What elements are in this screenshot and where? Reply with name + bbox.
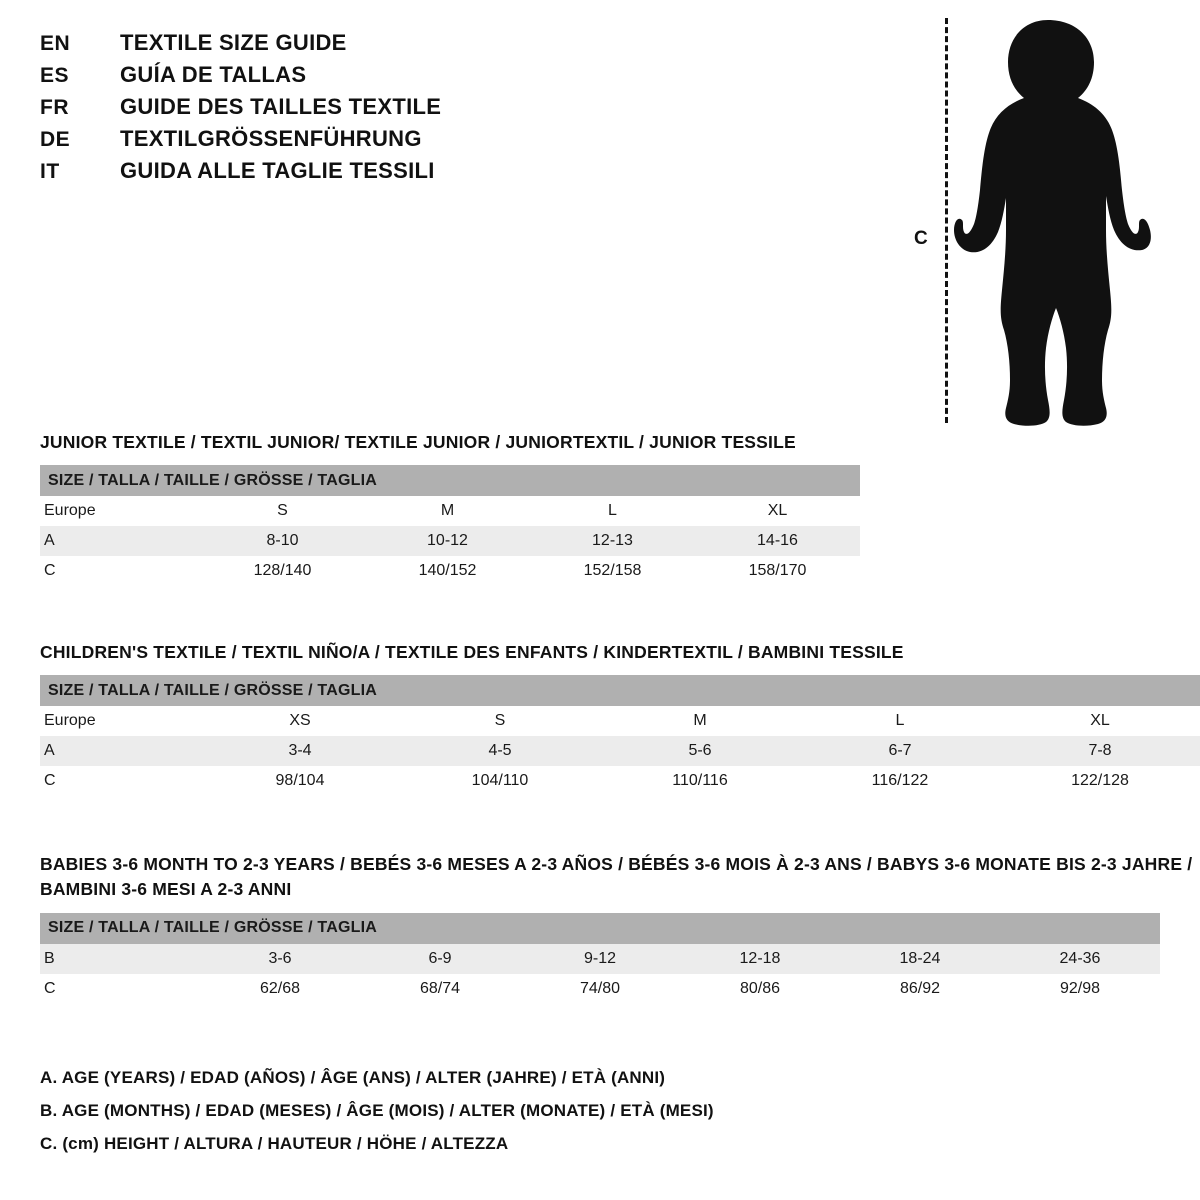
cell: 14-16 (695, 526, 860, 556)
cell: 3-4 (200, 736, 400, 766)
section-title: BABIES 3-6 MONTH TO 2-3 YEARS / BEBÉS 3-6 MESES A 2-3 AÑOS / BÉBÉS 3-6 MOIS À 2-3 ANS / BABYS 3-6 MONATE BIS 2-3 JAHRE / BAMBINI 3-6 MESI A 2-3 ANNI (40, 854, 1193, 900)
cell: 9-12 (520, 944, 680, 974)
cell: 158/170 (695, 556, 860, 586)
language-code: IT (40, 160, 60, 183)
table-row (40, 526, 860, 556)
section-title: CHILDREN'S TEXTILE / TEXTIL NIÑO/A / TEXTILE DES ENFANTS / KINDERTEXTIL / BAMBINI TESSILE (40, 642, 904, 662)
cell: 140/152 (365, 556, 530, 586)
cell: 7-8 (1000, 736, 1200, 766)
row-label: B (40, 944, 200, 974)
cell: 6-9 (360, 944, 520, 974)
child-silhouette-icon (952, 18, 1152, 430)
row-label: C (40, 766, 200, 796)
cell: 86/92 (840, 974, 1000, 1004)
language-title: TEXTILGRÖSSENFÜHRUNG (120, 126, 422, 151)
cell: S (200, 496, 365, 526)
language-row (40, 126, 660, 152)
table-row (40, 766, 1200, 796)
legend-line-c: C. (cm) HEIGHT / ALTURA / HAUTEUR / HÖHE / ALTEZZA (40, 1134, 509, 1153)
cell: M (365, 496, 530, 526)
size-table-babies (40, 913, 1160, 1004)
language-row (40, 62, 660, 88)
section-junior (40, 430, 860, 586)
cell: 74/80 (520, 974, 680, 1004)
row-label: C (40, 974, 200, 1004)
cell: L (530, 496, 695, 526)
language-header (40, 30, 660, 190)
table-header-row (40, 913, 1160, 944)
row-label: C (40, 556, 200, 586)
table-row (40, 496, 860, 526)
language-title: GUIDA ALLE TAGLIE TESSILI (120, 158, 435, 183)
cell: M (600, 706, 800, 736)
cell: XL (695, 496, 860, 526)
language-row (40, 94, 660, 120)
language-title: GUÍA DE TALLAS (120, 62, 307, 87)
cell: 6-7 (800, 736, 1000, 766)
cell: 152/158 (530, 556, 695, 586)
cell: 8-10 (200, 526, 365, 556)
cell: 12-13 (530, 526, 695, 556)
size-table-junior (40, 465, 860, 586)
language-code: FR (40, 96, 69, 119)
section-title: JUNIOR TEXTILE / TEXTIL JUNIOR/ TEXTILE JUNIOR / JUNIORTEXTIL / JUNIOR TESSILE (40, 432, 796, 452)
cell: 92/98 (1000, 974, 1160, 1004)
legend-line-a: A. AGE (YEARS) / EDAD (AÑOS) / ÂGE (ANS) / ALTER (JAHRE) / ETÀ (ANNI) (40, 1068, 666, 1087)
cell: L (800, 706, 1000, 736)
legend (40, 1068, 714, 1167)
cell: 10-12 (365, 526, 530, 556)
row-label: Europe (40, 706, 200, 736)
height-dashed-line (945, 18, 948, 423)
cell: XS (200, 706, 400, 736)
height-axis-label: C (914, 228, 928, 249)
cell: 18-24 (840, 944, 1000, 974)
cell: 24-36 (1000, 944, 1160, 974)
language-code: DE (40, 128, 71, 151)
cell: 110/116 (600, 766, 800, 796)
row-label: Europe (40, 496, 200, 526)
table-row (40, 706, 1200, 736)
cell: XL (1000, 706, 1200, 736)
cell: 4-5 (400, 736, 600, 766)
cell: 68/74 (360, 974, 520, 1004)
table-row (40, 736, 1200, 766)
cell: 12-18 (680, 944, 840, 974)
cell: S (400, 706, 600, 736)
legend-line-b: B. AGE (MONTHS) / EDAD (MESES) / ÂGE (MOIS) / ALTER (MONATE) / ETÀ (MESI) (40, 1101, 714, 1120)
section-babies (40, 852, 1200, 1004)
cell: 5-6 (600, 736, 800, 766)
language-code: ES (40, 64, 70, 87)
table-header-row (40, 675, 1200, 706)
language-row (40, 30, 660, 56)
cell: 128/140 (200, 556, 365, 586)
table-header-label: SIZE / TALLA / TAILLE / GRÖSSE / TAGLIA (40, 465, 860, 496)
table-header-label: SIZE / TALLA / TAILLE / GRÖSSE / TAGLIA (40, 913, 1160, 944)
table-row (40, 974, 1160, 1004)
section-children (40, 640, 1200, 796)
cell: 98/104 (200, 766, 400, 796)
language-row (40, 158, 660, 184)
language-title: TEXTILE SIZE GUIDE (120, 30, 347, 55)
language-code: EN (40, 32, 71, 55)
language-title: GUIDE DES TAILLES TEXTILE (120, 94, 442, 119)
row-label: A (40, 736, 200, 766)
height-figure (900, 10, 1160, 430)
row-label: A (40, 526, 200, 556)
cell: 62/68 (200, 974, 360, 1004)
cell: 122/128 (1000, 766, 1200, 796)
table-row (40, 556, 860, 586)
size-table-children (40, 675, 1200, 796)
table-row (40, 944, 1160, 974)
table-header-row (40, 465, 860, 496)
cell: 104/110 (400, 766, 600, 796)
table-header-label: SIZE / TALLA / TAILLE / GRÖSSE / TAGLIA (40, 675, 1200, 706)
cell: 80/86 (680, 974, 840, 1004)
cell: 3-6 (200, 944, 360, 974)
cell: 116/122 (800, 766, 1000, 796)
